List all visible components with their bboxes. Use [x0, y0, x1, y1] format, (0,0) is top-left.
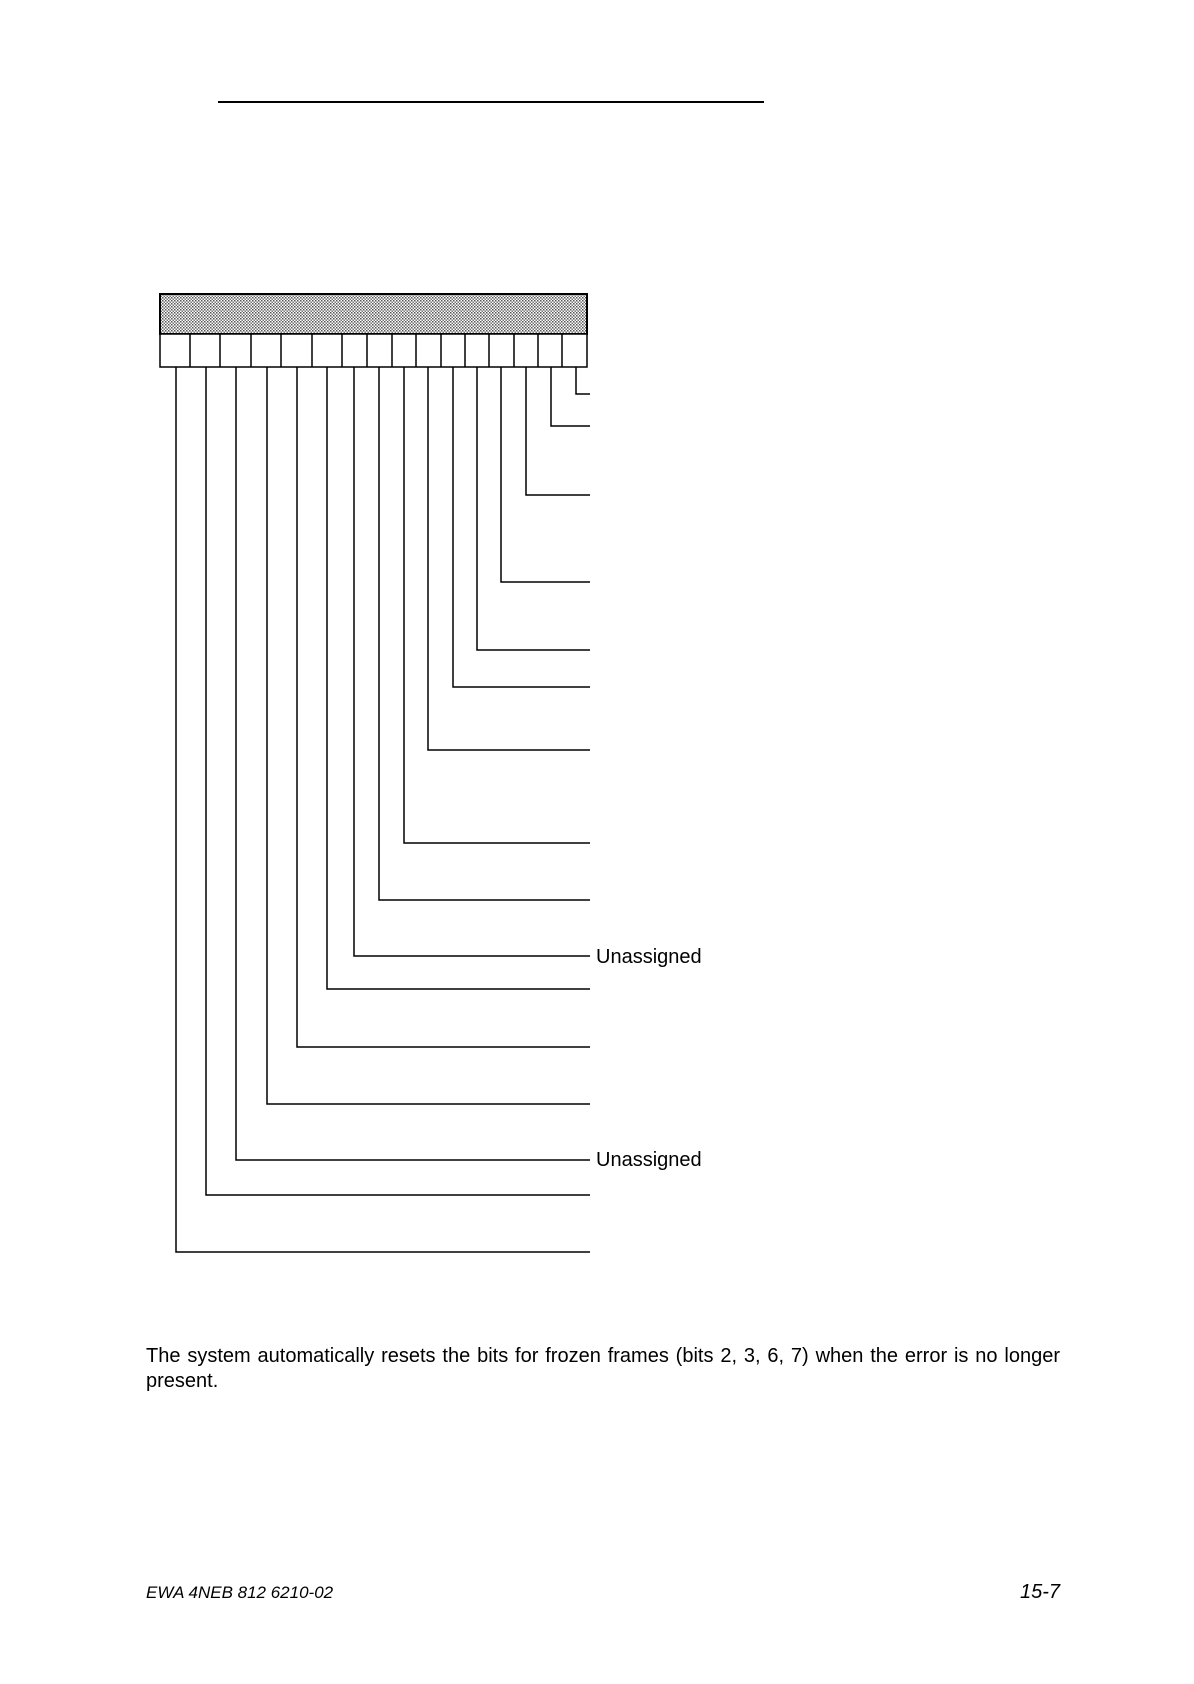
bit-leader-line-7: [404, 367, 590, 843]
bit-leader-line-8: [379, 367, 590, 900]
bit-leader-line-1: [551, 367, 590, 426]
bit-leader-line-2: [526, 367, 590, 495]
bit-leader-line-3: [501, 367, 590, 582]
bit-label-unassigned-lower: Unassigned: [596, 1149, 702, 1171]
bit-leader-line-5: [453, 367, 590, 687]
bit-leader-line-14: [206, 367, 590, 1195]
register-header-bar: [160, 294, 587, 334]
body-paragraph: The system automatically resets the bits for frozen frames (bits 2, 3, 6, 7) when the error is no longer present.: [146, 1345, 1060, 1392]
bit-leader-line-10: [327, 367, 590, 989]
bit-leader-line-4: [477, 367, 590, 650]
bit-leader-line-15: [176, 367, 590, 1252]
bit-leader-line-9: [354, 367, 590, 956]
bit-label-unassigned-upper: Unassigned: [596, 946, 702, 968]
footer-document-id: EWA 4NEB 812 6210-02: [146, 1583, 334, 1602]
bit-leader-line-13: [236, 367, 590, 1160]
bit-leader-line-0: [576, 367, 590, 394]
bit-leader-lines: [176, 367, 590, 1252]
footer-page-number: 15-7: [1019, 1581, 1060, 1603]
register-cell-row: [160, 334, 587, 367]
bit-leader-line-11: [297, 367, 590, 1047]
